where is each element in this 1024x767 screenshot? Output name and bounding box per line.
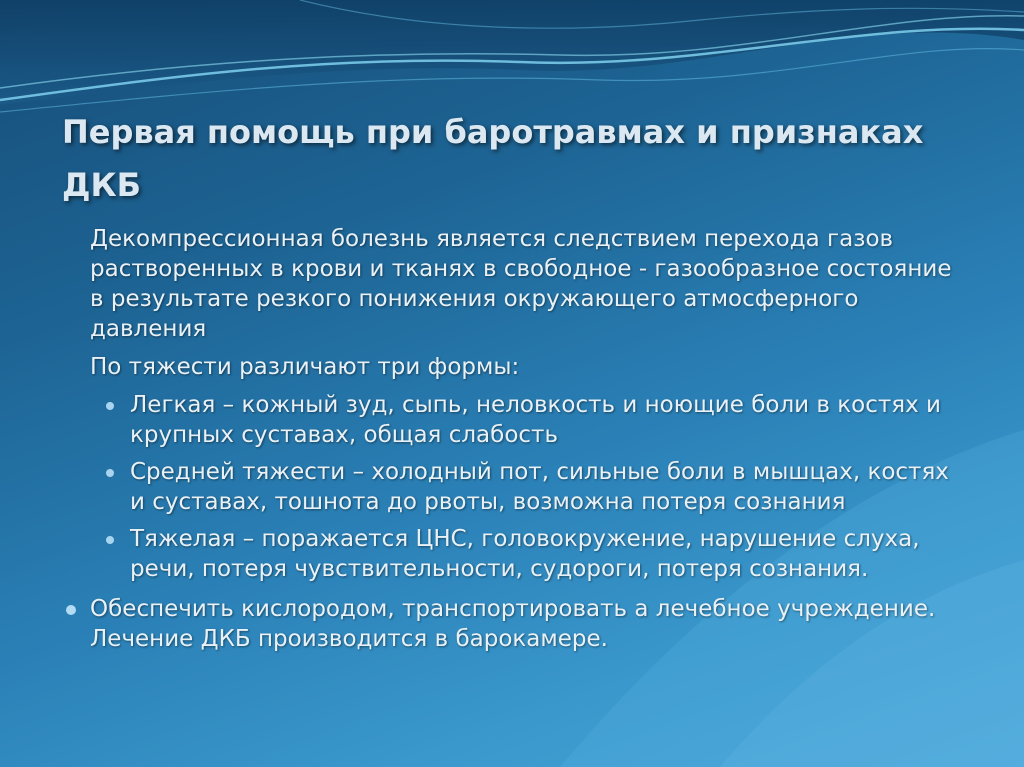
bullet-icon (106, 536, 114, 544)
form-item-severe (90, 524, 970, 584)
bullet-icon (106, 469, 114, 477)
form-item-light (90, 390, 970, 450)
slide-title: Первая помощь при баротравмах и признаках ДКБ (62, 113, 924, 204)
forms-heading: По тяжести различают три формы: (90, 354, 520, 380)
form-item-text: Средней тяжести – холодный пот, сильные боли в мышцах, костях и суставах, тошнота до рвоты, возможна потеря сознания (130, 459, 949, 515)
bullet-icon (66, 605, 76, 615)
bullet-icon (106, 402, 114, 410)
intro-paragraph: Декомпрессионная болезнь является следствием перехода газов растворенных в крови и тканях в свободное - газообразное состояние в результате резкого понижения окружающего атмосферного давления (90, 226, 952, 342)
form-item-text: Легкая – кожный зуд, сыпь, неловкость и ноющие боли в костях и крупных суставах, общая слабость (130, 392, 941, 448)
slide-body (90, 224, 970, 654)
conclusion-item (90, 594, 970, 654)
form-item-medium (90, 457, 970, 517)
conclusion-text: Обеспечить кислородом, транспортировать а лечебное учреждение. Лечение ДКБ производится в барокамере. (90, 596, 936, 652)
form-item-text: Тяжелая – поражается ЦНС, головокружение, нарушение слуха, речи, потеря чувствительности, судороги, потеря сознания. (130, 526, 920, 582)
